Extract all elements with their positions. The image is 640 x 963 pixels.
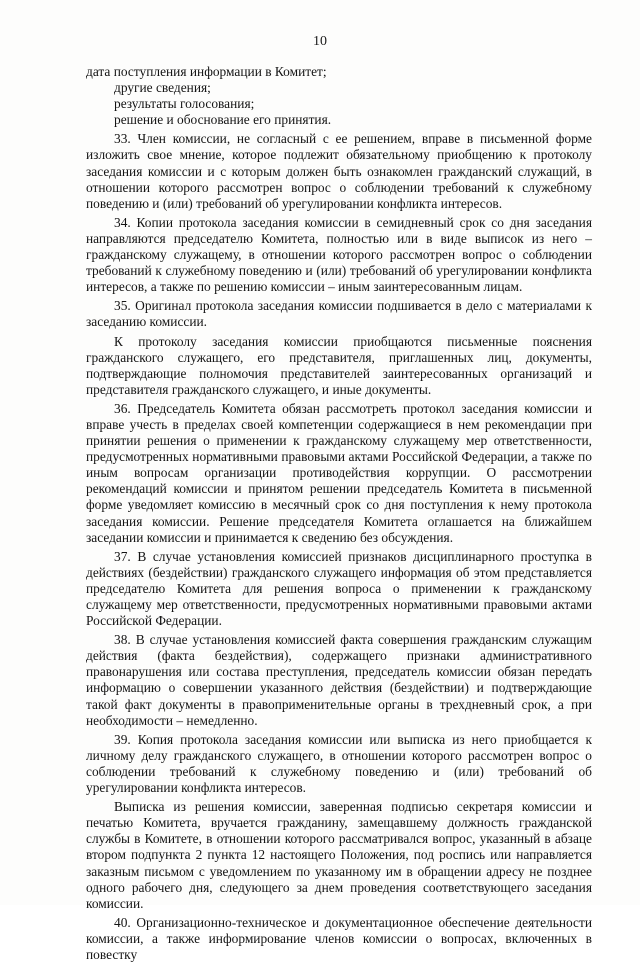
- paragraph: 35. Оригинал протокола заседания комиссии подшивается в дело с материалами к заседанию комиссии.: [86, 298, 592, 330]
- paragraph: дата поступления информации в Комитет;: [86, 64, 327, 79]
- paragraph: другие сведения;: [114, 80, 211, 96]
- page-number: 10: [313, 34, 327, 49]
- paragraph: 36. Председатель Комитета обязан рассмотреть протокол заседания комиссии и вправе учесть в пределах своей компетенции содержащиеся в нем рекомендации при принятии решения о применении к гражданскому служащему мер ответственности, предусмотренных нормативными правовыми актами Российской Федерации, а также по иным вопросам организации противодействия коррупции. О рассмотрении рекомендаций комиссии и принятом решении председатель Комитета в письменной форме уведомляет комиссию в месячный срок со дня поступления к нему протокола заседания комиссии. Решение председателя Комитета оглашается на ближайшем заседании комиссии и принимается к сведению без обсуждения.: [86, 400, 592, 545]
- paragraph: 37. В случае установления комиссией признаков дисциплинарного проступка в действиях (бездействии) гражданского служащего информация об этом представляется председателю Комитета для решения вопроса о применении к гражданскому служащему мер ответственности, предусмотренных нормативными правовыми актами Российской Федерации.: [86, 548, 592, 629]
- paragraph: 38. В случае установления комиссией факта совершения гражданским служащим действия (факта бездействия), содержащего признаки административного правонарушения или состава преступления, председатель комиссии обязан передать информацию о совершении указанного действия (бездействии) и подтверждающие такой факт документы в правоприменительные органы в трехдневный срок, а при необходимости – немедленно.: [86, 632, 592, 728]
- document-body: [86, 64, 592, 963]
- paragraph: 39. Копия протокола заседания комиссии или выписка из него приобщается к личному делу гражданского служащего, в отношении которого рассмотрен вопрос о соблюдении требований к служебному поведению и (или) требований об урегулировании конфликта интересов.: [86, 731, 592, 796]
- paragraph: К протоколу заседания комиссии приобщаются письменные пояснения гражданского служащего, его представителя, приглашенных лиц, документы, подтверждающие полномочия представителей заинтересованных организаций и представителя гражданского служащего, и иные документы.: [86, 333, 592, 397]
- paragraph: Выписка из решения комиссии, заверенная подписью секретаря комиссии и печатью Комитета, вручается гражданину, замещавшему должность гражданской службы в Комитете, в отношении которого рассматривался вопрос, указанный в абзаце втором подпункта 2 пункта 12 настоящего Положения, под роспись или направляется заказным письмом с уведомлением по указанному им в обращении адресу не позднее одного рабочего дня, следующего за днем проведения соответствующего заседания комиссии.: [86, 799, 592, 911]
- paragraph: 40. Организационно-техническое и документационное обеспечение деятельности комиссии, а также информирование членов комиссии о вопросах, включенных в повестку: [86, 914, 592, 962]
- paragraph: 34. Копии протокола заседания комиссии в семидневный срок со дня заседания направляются председателю Комитета, полностью или в виде выписок из него – гражданскому служащему, в отношении которого рассмотрен вопрос о соблюдении требований к служебному поведению и (или) требований об урегулировании конфликта интересов, а также по решению комиссии – иным заинтересованным лицам.: [86, 214, 592, 295]
- paragraph: решение и обоснование его принятия.: [114, 112, 332, 128]
- paragraph: 33. Член комиссии, не согласный с ее решением, вправе в письменной форме изложить свое мнение, которое подлежит обязательному приобщению к протоколу заседания комиссии и с которым должен быть ознакомлен гражданский служащий, в отношении которого рассмотрен вопрос о соблюдении требований к служебному поведению и (или) требований об урегулировании конфликта интересов.: [86, 131, 592, 211]
- paragraph: результаты голосования;: [114, 96, 255, 112]
